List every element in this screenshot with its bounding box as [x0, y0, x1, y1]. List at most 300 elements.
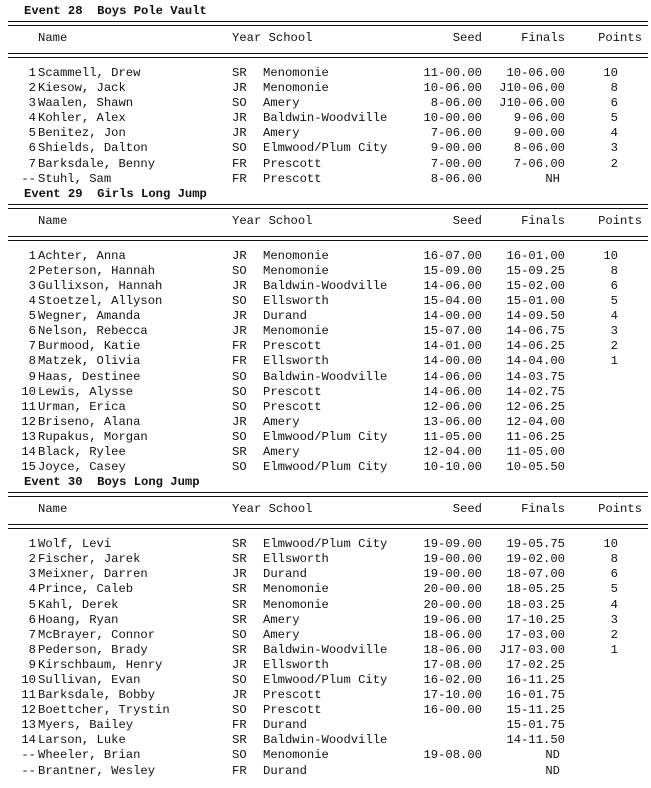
finals-mark: 18-03.25	[506, 597, 565, 612]
athlete-year: JR	[232, 414, 247, 429]
athlete-name: Wolf, Levi	[38, 537, 112, 552]
result-row	[8, 748, 648, 763]
result-row	[8, 598, 648, 613]
school-name: Amery	[263, 96, 300, 111]
header-finals: Finals	[521, 213, 565, 228]
athlete-name: Gullixson, Hannah	[38, 278, 163, 293]
result-row	[8, 400, 648, 415]
place-number: 6	[28, 612, 36, 627]
place-number: 8	[28, 354, 36, 369]
school-name: Menomonie	[263, 597, 329, 612]
athlete-year: SO	[232, 748, 247, 763]
school-name: Elmwood/Plum City	[263, 460, 388, 475]
finals-mark: 18-07.00	[506, 567, 565, 582]
header-year-school	[232, 26, 312, 51]
school-name: Prescott	[263, 156, 322, 171]
athlete-year: SO	[232, 294, 247, 309]
athlete-year: FR	[232, 763, 247, 778]
seed-mark: 7-06.00	[430, 126, 482, 141]
athlete-year: SO	[232, 141, 247, 156]
results-rows	[8, 249, 648, 475]
school-name: Prescott	[263, 171, 322, 186]
seed-mark: 15-04.00	[423, 294, 482, 309]
school-name: Ellsworth	[263, 657, 329, 672]
result-row	[8, 339, 648, 354]
points-value: 10	[603, 248, 618, 263]
athlete-name: Lewis, Alysse	[38, 384, 134, 399]
seed-mark: 19-08.00	[423, 748, 482, 763]
athlete-name: Wheeler, Brian	[38, 748, 141, 763]
points-value: 2	[610, 339, 618, 354]
seed-mark: 18-06.00	[423, 627, 482, 642]
athlete-name: Peterson, Hannah	[38, 263, 156, 278]
seed-mark: 18-06.00	[423, 642, 482, 657]
result-row	[8, 157, 648, 172]
points-value: 10	[603, 66, 618, 80]
points-value: 5	[610, 294, 618, 309]
seed-mark: 8-06.00	[430, 171, 482, 186]
result-row	[8, 96, 648, 111]
result-row	[8, 370, 648, 385]
finals-mark: 18-05.25	[506, 582, 565, 597]
header-seed: Seed	[452, 502, 482, 517]
place-number: 15	[21, 460, 36, 475]
result-row	[8, 385, 648, 400]
finals-mark: 17-03.00	[506, 627, 565, 642]
place-number: 9	[28, 369, 36, 384]
athlete-year: FR	[232, 339, 247, 354]
finals-mark: 19-05.75	[506, 537, 565, 552]
finals-mark: 12-06.25	[506, 399, 565, 414]
athlete-name: Barksdale, Benny	[38, 156, 156, 171]
header-points: Points	[598, 213, 642, 228]
school-name: Amery	[263, 627, 300, 642]
school-name: Prescott	[263, 688, 322, 703]
result-row	[8, 613, 648, 628]
place-number: 12	[21, 703, 36, 718]
header-name: Name	[38, 213, 68, 228]
athlete-year: SR	[232, 733, 247, 748]
place-number: 11	[21, 688, 36, 703]
athlete-year: FR	[232, 156, 247, 171]
athlete-name: Briseno, Alana	[38, 414, 141, 429]
school-name: Durand	[263, 567, 307, 582]
place-number: 6	[28, 324, 36, 339]
place-number: 11	[21, 399, 36, 414]
points-value: 5	[610, 111, 618, 126]
place-number: 3	[28, 96, 36, 111]
seed-mark: 16-07.00	[423, 248, 482, 263]
seed-mark: 17-10.00	[423, 688, 482, 703]
place-number: 5	[28, 309, 36, 324]
athlete-year: SO	[232, 429, 247, 444]
athlete-name: Rupakus, Morgan	[38, 429, 148, 444]
points-value: 10	[603, 537, 618, 552]
athlete-year: JR	[232, 248, 247, 263]
points-value: 6	[610, 567, 618, 582]
seed-mark: 16-00.00	[423, 703, 482, 718]
result-row	[8, 294, 648, 309]
result-row	[8, 567, 648, 582]
school-name: Amery	[263, 126, 300, 141]
athlete-year: SR	[232, 66, 247, 80]
points-value: 8	[610, 81, 618, 96]
header-year-school	[232, 209, 312, 234]
athlete-year: JR	[232, 81, 247, 96]
header-year: Year	[232, 213, 262, 228]
athlete-year: SR	[232, 642, 247, 657]
finals-mark: 10-06.00	[506, 66, 565, 80]
finals-mark: 14-03.75	[506, 369, 565, 384]
athlete-name: Kiesow, Jack	[38, 81, 126, 96]
finals-mark: 10-05.50	[506, 460, 565, 475]
school-name: Amery	[263, 612, 300, 627]
points-value: 4	[610, 126, 618, 141]
header-school: School	[268, 31, 313, 45]
athlete-year: FR	[232, 718, 247, 733]
result-row	[8, 460, 648, 475]
athlete-name: Larson, Luke	[38, 733, 126, 748]
place-number: 3	[28, 278, 36, 293]
seed-mark: 19-06.00	[423, 612, 482, 627]
points-value: 2	[610, 156, 618, 171]
finals-mark: J17-03.00	[499, 642, 565, 657]
place-number: 6	[28, 141, 36, 156]
athlete-name: Waalen, Shawn	[38, 96, 134, 111]
points-value: 2	[610, 627, 618, 642]
finals-mark: 14-09.50	[506, 309, 565, 324]
athlete-year: JR	[232, 657, 247, 672]
finals-mark: 16-01.75	[506, 688, 565, 703]
seed-mark: 15-09.00	[423, 263, 482, 278]
athlete-name: Scammell, Drew	[38, 66, 141, 80]
result-row	[8, 141, 648, 156]
school-name: Menomonie	[263, 248, 329, 263]
athlete-year: SO	[232, 703, 247, 718]
seed-mark: 14-01.00	[423, 339, 482, 354]
school-name: Elmwood/Plum City	[263, 673, 388, 687]
result-row	[8, 66, 648, 81]
points-value: 8	[610, 552, 618, 567]
athlete-year: SO	[232, 399, 247, 414]
athlete-name: Kahl, Derek	[38, 597, 119, 612]
finals-mark: 15-02.00	[506, 278, 565, 293]
result-row	[8, 552, 648, 567]
place-number: 14	[21, 444, 36, 459]
result-row	[8, 764, 648, 779]
seed-mark: 14-00.00	[423, 354, 482, 369]
athlete-name: Shields, Dalton	[38, 141, 148, 156]
result-row	[8, 354, 648, 369]
finals-mark: 9-06.00	[513, 111, 565, 126]
finals-mark: 14-11.50	[506, 733, 565, 748]
school-name: Menomonie	[263, 324, 329, 339]
place-number: 2	[28, 552, 36, 567]
school-name: Prescott	[263, 339, 322, 354]
seed-mark: 9-00.00	[430, 141, 482, 156]
points-value: 3	[610, 141, 618, 156]
header-points: Points	[598, 502, 642, 517]
school-name: Baldwin-Woodville	[263, 111, 388, 126]
athlete-name: Urman, Erica	[38, 399, 126, 414]
school-name: Durand	[263, 763, 307, 778]
seed-mark: 14-00.00	[423, 309, 482, 324]
column-header-row	[8, 209, 648, 234]
seed-mark: 19-00.00	[423, 552, 482, 567]
seed-mark: 11-05.00	[423, 429, 482, 444]
athlete-year: JR	[232, 111, 247, 126]
athlete-year: FR	[232, 171, 247, 186]
column-header-row	[8, 26, 648, 51]
athlete-name: Barksdale, Bobby	[38, 688, 156, 703]
athlete-name: Myers, Bailey	[38, 718, 134, 733]
athlete-name: Sullivan, Evan	[38, 673, 141, 687]
seed-mark: 19-00.00	[423, 567, 482, 582]
points-value: 1	[610, 354, 618, 369]
points-value: 3	[610, 324, 618, 339]
result-row	[8, 643, 648, 658]
school-name: Baldwin-Woodville	[263, 642, 388, 657]
athlete-name: Stoetzel, Allyson	[38, 294, 163, 309]
seed-mark: 20-00.00	[423, 597, 482, 612]
seed-mark: 10-10.00	[423, 460, 482, 475]
result-row	[8, 415, 648, 430]
place-number: 1	[28, 537, 36, 552]
place-number: 4	[28, 294, 36, 309]
athlete-year: JR	[232, 278, 247, 293]
finals-mark: 16-11.25	[506, 673, 565, 687]
finals-mark: 14-04.00	[506, 354, 565, 369]
finals-mark: 15-01.00	[506, 294, 565, 309]
finals-mark: 15-11.25	[506, 703, 565, 718]
results-rows	[8, 66, 648, 187]
finals-mark: 17-02.25	[506, 657, 565, 672]
finals-mark: 14-06.25	[506, 339, 565, 354]
points-value: 8	[610, 263, 618, 278]
athlete-name: Matzek, Olivia	[38, 354, 141, 369]
result-row	[8, 126, 648, 141]
place-number: 10	[21, 384, 36, 399]
athlete-name: Stuhl, Sam	[38, 171, 112, 186]
place-number: 5	[28, 126, 36, 141]
school-name: Durand	[263, 309, 307, 324]
finals-mark: 8-06.00	[513, 141, 565, 156]
athlete-name: Benitez, Jon	[38, 126, 126, 141]
result-row	[8, 430, 648, 445]
place-number: --	[21, 748, 36, 763]
place-number: 4	[28, 582, 36, 597]
place-number: 7	[28, 156, 36, 171]
header-school: School	[268, 213, 313, 228]
athlete-name: Nelson, Rebecca	[38, 324, 148, 339]
seed-mark: 16-02.00	[423, 673, 482, 687]
finals-mark: J10-06.00	[499, 81, 565, 96]
athlete-year: SO	[232, 96, 247, 111]
seed-mark: 10-06.00	[423, 81, 482, 96]
school-name: Elmwood/Plum City	[263, 429, 388, 444]
place-number: --	[21, 763, 36, 778]
points-value: 1	[610, 642, 618, 657]
header-finals: Finals	[521, 31, 565, 45]
seed-mark: 14-06.00	[423, 369, 482, 384]
athlete-name: Hoang, Ryan	[38, 612, 119, 627]
school-name: Elmwood/Plum City	[263, 537, 388, 552]
athlete-name: Joyce, Casey	[38, 460, 126, 475]
event-30-section	[8, 475, 648, 779]
place-number: 1	[28, 248, 36, 263]
seed-mark: 19-09.00	[423, 537, 482, 552]
athlete-name: Black, Rylee	[38, 444, 126, 459]
athlete-name: Achter, Anna	[38, 248, 126, 263]
points-value: 6	[610, 96, 618, 111]
header-seed: Seed	[452, 31, 482, 45]
athlete-name: Prince, Caleb	[38, 582, 134, 597]
header-year: Year	[232, 31, 262, 45]
school-name: Prescott	[263, 384, 322, 399]
header-school: School	[268, 502, 313, 517]
school-name: Amery	[263, 444, 300, 459]
athlete-name: Fischer, Jarek	[38, 552, 141, 567]
finals-mark: 7-06.00	[513, 156, 565, 171]
finals-mark: 14-02.75	[506, 384, 565, 399]
finals-mark: NH	[545, 171, 560, 186]
header-name: Name	[38, 502, 68, 517]
athlete-year: SO	[232, 627, 247, 642]
school-name: Durand	[263, 718, 307, 733]
school-name: Amery	[263, 414, 300, 429]
points-value: 3	[610, 612, 618, 627]
finals-mark: 17-10.25	[506, 612, 565, 627]
place-number: 1	[28, 66, 36, 80]
finals-mark: 14-06.75	[506, 324, 565, 339]
result-row	[8, 537, 648, 552]
athlete-year: JR	[232, 688, 247, 703]
result-row	[8, 309, 648, 324]
athlete-year: SO	[232, 460, 247, 475]
header-year: Year	[232, 502, 262, 517]
result-row	[8, 264, 648, 279]
athlete-year: JR	[232, 324, 247, 339]
athlete-year: SR	[232, 444, 247, 459]
result-row	[8, 324, 648, 339]
seed-mark: 12-04.00	[423, 444, 482, 459]
seed-mark: 11-00.00	[423, 66, 482, 80]
place-number: 7	[28, 627, 36, 642]
athlete-name: Brantner, Wesley	[38, 763, 156, 778]
result-row	[8, 81, 648, 96]
place-number: 9	[28, 657, 36, 672]
result-row	[8, 688, 648, 703]
event-title: Event 29 Girls Long Jump	[24, 186, 207, 201]
place-number: 3	[28, 567, 36, 582]
result-row	[8, 582, 648, 597]
finals-mark: J10-06.00	[499, 96, 565, 111]
column-header-row	[8, 497, 648, 522]
result-row	[8, 172, 648, 187]
finals-mark: ND	[545, 748, 560, 763]
school-name: Baldwin-Woodville	[263, 733, 388, 748]
athlete-name: Wegner, Amanda	[38, 309, 141, 324]
result-row	[8, 445, 648, 460]
seed-mark: 10-00.00	[423, 111, 482, 126]
athlete-year: SR	[232, 537, 247, 552]
seed-mark: 14-06.00	[423, 278, 482, 293]
athlete-year: SR	[232, 582, 247, 597]
place-number: 2	[28, 81, 36, 96]
athlete-year: SR	[232, 552, 247, 567]
result-row	[8, 111, 648, 126]
athlete-name: Burmood, Katie	[38, 339, 141, 354]
school-name: Menomonie	[263, 81, 329, 96]
result-row	[8, 279, 648, 294]
seed-mark: 7-00.00	[430, 156, 482, 171]
result-row	[8, 628, 648, 643]
place-number: 4	[28, 111, 36, 126]
athlete-year: JR	[232, 309, 247, 324]
school-name: Prescott	[263, 703, 322, 718]
school-name: Prescott	[263, 399, 322, 414]
seed-mark: 17-08.00	[423, 657, 482, 672]
header-finals: Finals	[521, 502, 565, 517]
place-number: 5	[28, 597, 36, 612]
event-title: Event 30 Boys Long Jump	[24, 475, 200, 490]
result-row	[8, 249, 648, 264]
school-name: Menomonie	[263, 582, 329, 597]
place-number: 13	[21, 429, 36, 444]
event-28-section	[8, 4, 648, 187]
school-name: Baldwin-Woodville	[263, 278, 388, 293]
school-name: Elmwood/Plum City	[263, 141, 388, 156]
result-row	[8, 673, 648, 688]
seed-mark: 20-00.00	[423, 582, 482, 597]
finals-mark: 12-04.00	[506, 414, 565, 429]
athlete-name: Kirschbaum, Henry	[38, 657, 163, 672]
seed-mark: 14-06.00	[423, 384, 482, 399]
athlete-year: SO	[232, 263, 247, 278]
finals-mark: 15-01.75	[506, 718, 565, 733]
place-number: 7	[28, 339, 36, 354]
place-number: 10	[21, 673, 36, 687]
points-value: 5	[610, 582, 618, 597]
result-row	[8, 658, 648, 673]
header-name: Name	[38, 31, 68, 45]
athlete-name: Meixner, Darren	[38, 567, 148, 582]
athlete-name: Boettcher, Trystin	[38, 703, 170, 718]
seed-mark: 12-06.00	[423, 399, 482, 414]
finals-mark: 9-00.00	[513, 126, 565, 141]
event-29-section	[8, 187, 648, 475]
athlete-year: SR	[232, 612, 247, 627]
finals-mark: 16-01.00	[506, 248, 565, 263]
finals-mark: ND	[545, 763, 560, 778]
place-number: 8	[28, 642, 36, 657]
school-name: Ellsworth	[263, 354, 329, 369]
athlete-year: SO	[232, 673, 247, 687]
result-row	[8, 718, 648, 733]
result-row	[8, 703, 648, 718]
school-name: Ellsworth	[263, 294, 329, 309]
finals-mark: 19-02.00	[506, 552, 565, 567]
athlete-year: FR	[232, 354, 247, 369]
results-rows	[8, 537, 648, 779]
seed-mark: 8-06.00	[430, 96, 482, 111]
school-name: Menomonie	[263, 66, 329, 80]
header-points: Points	[598, 31, 642, 45]
points-value: 4	[610, 309, 618, 324]
points-value: 4	[610, 597, 618, 612]
athlete-name: McBrayer, Connor	[38, 627, 156, 642]
header-seed: Seed	[452, 213, 482, 228]
